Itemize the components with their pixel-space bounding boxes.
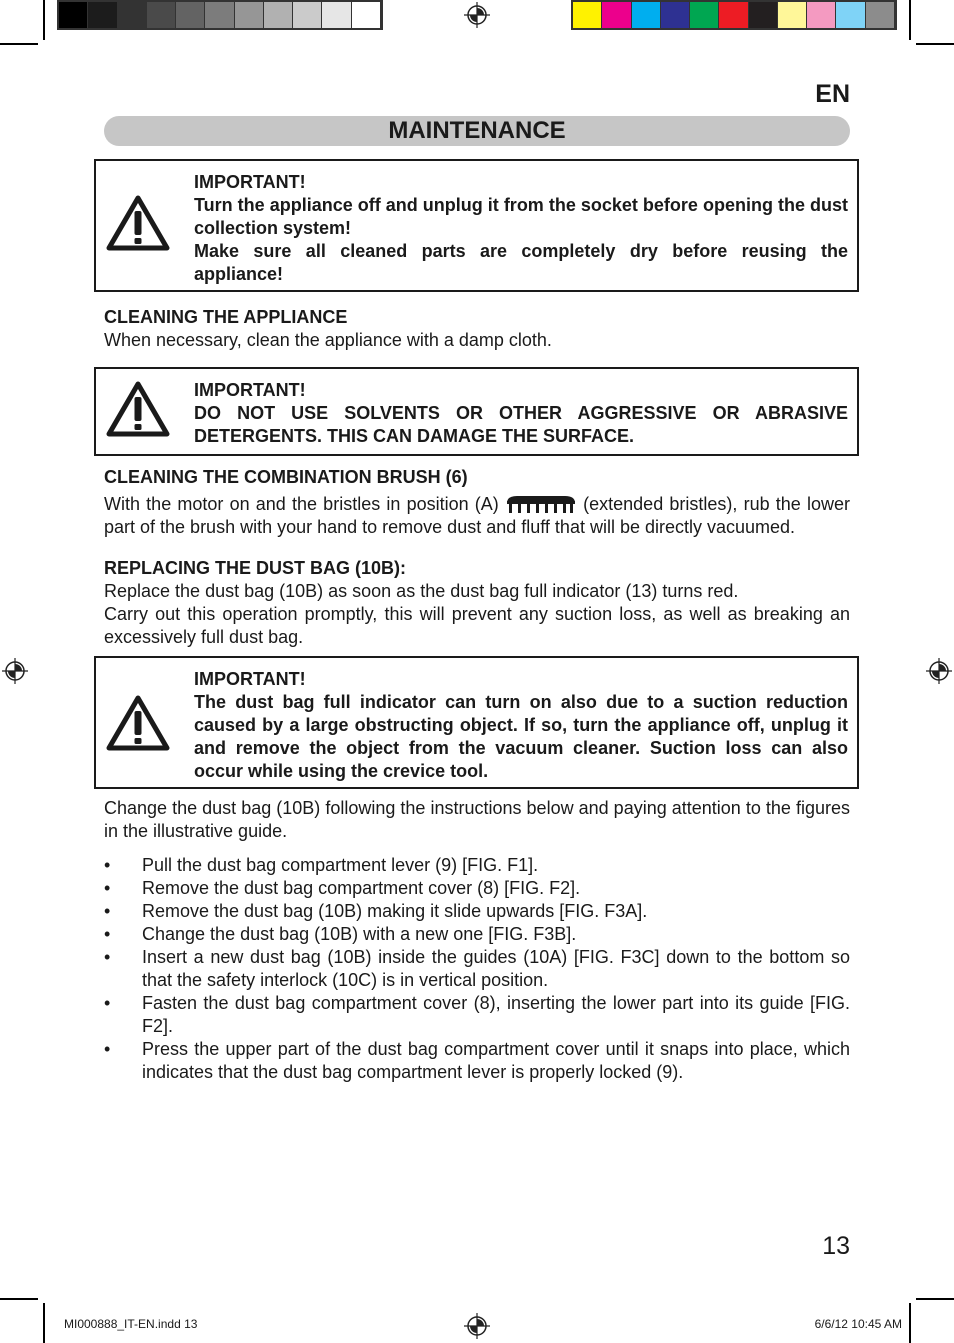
list-item (104, 1038, 850, 1084)
warning-triangle-icon (106, 380, 170, 438)
list-item-text: Insert a new dust bag (10B) inside the guides (10A) [FIG. F3C] down to the bottom so that the safety interlock (10C) is in vertical position. (142, 947, 850, 990)
color-swatch (632, 2, 661, 28)
warning-line: Make sure all cleaned parts are completely dry before reusing the appliance! (194, 241, 848, 284)
color-swatch-bar (571, 0, 897, 30)
section-heading: REPLACING THE DUST BAG (10B): (104, 558, 407, 578)
footer-date: 6/6/12 10:45 AM (814, 1317, 902, 1331)
section-title: MAINTENANCE (104, 116, 850, 146)
language-label: EN (815, 80, 850, 108)
color-swatch (866, 2, 895, 28)
bullet: • (104, 901, 111, 921)
color-swatch (235, 2, 264, 28)
bullet: • (104, 1039, 111, 1059)
steps-list (104, 854, 850, 1084)
color-swatch (293, 2, 322, 28)
registration-mark-icon (464, 2, 490, 28)
color-swatch (176, 2, 205, 28)
color-swatch (602, 2, 631, 28)
list-item (104, 900, 850, 923)
body-text-line: Carry out this operation promptly, this will prevent any suction loss, as well as breaking an excessively full dust bag. (104, 604, 850, 647)
list-item (104, 877, 850, 900)
body-text: Change the dust bag (10B) following the instructions below and paying attention to the figures in the illustrative guide. (104, 798, 850, 841)
warning-box (94, 367, 859, 456)
color-swatch (118, 2, 147, 28)
warning-text (194, 171, 848, 286)
bullet: • (104, 947, 111, 967)
color-swatch (778, 2, 807, 28)
warning-line: Turn the appliance off and unplug it from the socket before opening the dust collection system! (194, 195, 848, 238)
crop-mark (909, 1303, 911, 1343)
list-item-text: Press the upper part of the dust bag compartment cover until it snaps into place, which indicates that the dust bag compartment lever is properly locked (9). (142, 1039, 850, 1082)
warning-heading: IMPORTANT! (194, 172, 306, 192)
body-text-line: Replace the dust bag (10B) as soon as the dust bag full indicator (13) turns red. (104, 581, 739, 601)
color-swatch (836, 2, 865, 28)
warning-line: The dust bag full indicator can turn on also due to a suction reduction caused by a large obstructing object. If so, turn the appliance off, unplug it and remove the object from the vacuum cleaner. Suction loss can also occur while using the crevice tool. (194, 692, 848, 781)
color-swatch (147, 2, 176, 28)
body-text: When necessary, clean the appliance with a damp cloth. (104, 330, 552, 350)
page-number: 13 (822, 1232, 850, 1260)
crop-mark (0, 1298, 38, 1300)
body-text-part: (extended bristles), rub the lower part of the brush with your hand to remove dust and fluff that will be directly vacuumed. (104, 494, 850, 537)
warning-text (194, 379, 848, 448)
warning-heading: IMPORTANT! (194, 380, 306, 400)
section-heading: CLEANING THE APPLIANCE (104, 307, 348, 327)
color-swatch (807, 2, 836, 28)
color-swatch (749, 2, 778, 28)
body-text (104, 580, 850, 649)
warning-triangle-icon (106, 194, 170, 252)
bullet: • (104, 855, 111, 875)
list-item (104, 923, 850, 946)
color-swatch (690, 2, 719, 28)
list-item (104, 946, 850, 992)
footer-file-info: MI000888_IT-EN.indd 13 (64, 1317, 198, 1331)
grayscale-swatch-bar (57, 0, 383, 30)
list-item-text: Remove the dust bag (10B) making it slide upwards [FIG. F3A]. (142, 901, 648, 921)
registration-mark-icon (464, 1313, 490, 1339)
warning-box (94, 159, 859, 292)
warning-box (94, 656, 859, 789)
warning-triangle-icon (106, 694, 170, 752)
list-item-text: Fasten the dust bag compartment cover (8), inserting the lower part into its guide [FIG. F2]. (142, 993, 850, 1036)
list-item (104, 992, 850, 1038)
body-text (104, 493, 850, 539)
color-swatch (264, 2, 293, 28)
warning-heading: IMPORTANT! (194, 669, 306, 689)
color-swatch (661, 2, 690, 28)
color-swatch (59, 2, 88, 28)
bullet: • (104, 878, 111, 898)
registration-mark-icon (926, 658, 952, 684)
crop-mark (916, 43, 954, 45)
extended-bristles-icon (505, 493, 577, 513)
bullet: • (104, 993, 111, 1013)
crop-mark (43, 1303, 45, 1343)
list-item-text: Change the dust bag (10B) with a new one [FIG. F3B]. (142, 924, 577, 944)
list-item-text: Remove the dust bag compartment cover (8) [FIG. F2]. (142, 878, 581, 898)
color-swatch (573, 2, 602, 28)
registration-mark-icon (2, 658, 28, 684)
crop-mark (909, 0, 911, 40)
color-swatch (719, 2, 748, 28)
list-item (104, 854, 850, 877)
body-text-part: With the motor on and the bristles in position (A) (104, 494, 505, 514)
crop-mark (0, 43, 38, 45)
color-swatch (88, 2, 117, 28)
warning-text (194, 668, 848, 783)
list-item-text: Pull the dust bag compartment lever (9) [FIG. F1]. (142, 855, 539, 875)
color-swatch (322, 2, 351, 28)
color-swatch (352, 2, 381, 28)
crop-mark (43, 0, 45, 40)
warning-line: DO NOT USE SOLVENTS OR OTHER AGGRESSIVE OR ABRASIVE DETERGENTS. THIS CAN DAMAGE THE SURFACE. (194, 403, 848, 446)
color-swatch (205, 2, 234, 28)
bullet: • (104, 924, 111, 944)
crop-mark (916, 1298, 954, 1300)
section-heading: CLEANING THE COMBINATION BRUSH (6) (104, 467, 468, 487)
